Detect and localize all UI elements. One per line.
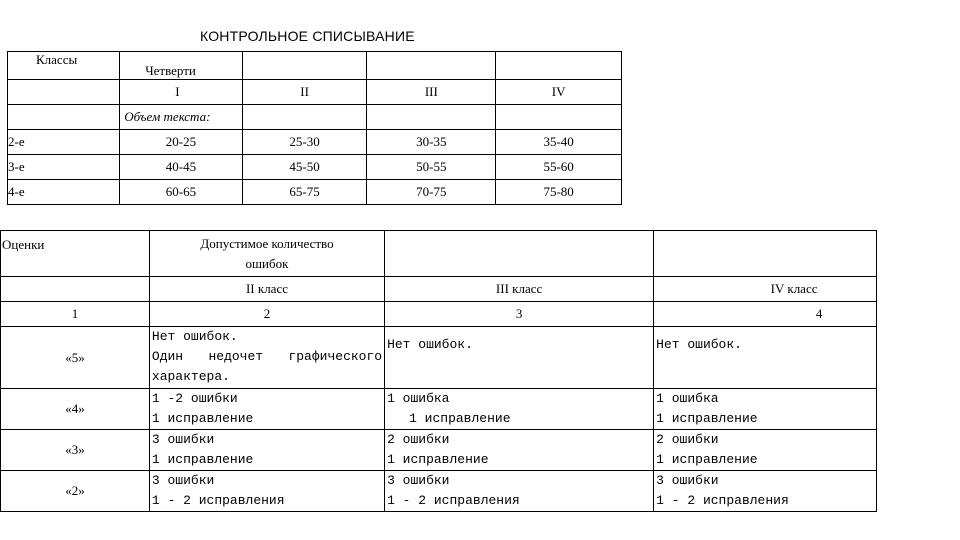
errors-line: характера. — [151, 369, 230, 384]
errors-line: Нет ошибок. — [656, 337, 742, 352]
grading-table — [0, 230, 877, 512]
errors-line: 2 ошибки — [387, 432, 450, 447]
errors-line: 1 - 2 исправления — [151, 493, 285, 508]
grade-label: «5» — [1, 327, 150, 389]
page-title: КОНТРОЛЬНОЕ СПИСЫВАНИЕ — [200, 28, 415, 44]
class-label: 2-е — [8, 130, 120, 155]
table-row — [8, 80, 622, 105]
quarter-label: III — [367, 80, 496, 105]
volume-value: 35-40 — [496, 130, 622, 155]
empty-cell — [496, 105, 622, 130]
volume-value: 65-75 — [242, 180, 367, 205]
table-row — [8, 105, 622, 130]
errors-line: 1 исправление — [409, 411, 511, 426]
errors-cell — [654, 389, 877, 430]
col-number: 1 — [1, 302, 150, 327]
errors-line: 1 -2 ошибки — [151, 391, 238, 406]
empty-cell — [385, 231, 654, 277]
errors-cell — [149, 389, 384, 430]
errors-line: Один недочет графического — [151, 349, 383, 364]
header-classes: Классы — [8, 52, 120, 80]
table-row — [1, 327, 877, 389]
header-grades: Оценки — [1, 231, 150, 277]
errors-cell — [654, 327, 877, 389]
class-header: III класс — [385, 277, 654, 302]
table-row — [1, 277, 877, 302]
errors-line: 1 исправление — [151, 452, 254, 467]
volume-value: 60-65 — [120, 180, 243, 205]
errors-line: Нет ошибок. — [151, 329, 238, 344]
table-row — [1, 430, 877, 471]
volume-label: Объем текста: — [120, 105, 243, 130]
empty-cell — [8, 80, 120, 105]
errors-line: 3 ошибки — [151, 432, 215, 447]
errors-line: 3 ошибки — [151, 473, 215, 488]
table-row — [1, 389, 877, 430]
grade-label: «2» — [1, 471, 150, 512]
empty-cell — [496, 52, 622, 80]
errors-cell — [385, 389, 654, 430]
volume-value: 45-50 — [242, 155, 367, 180]
grade-label: «4» — [1, 389, 150, 430]
errors-line: 1 - 2 исправления — [656, 493, 789, 508]
volume-value: 50-55 — [367, 155, 496, 180]
errors-line: 1 - 2 исправления — [387, 493, 520, 508]
header-errors-line2: ошибок — [245, 255, 289, 271]
errors-line: 1 исправление — [656, 452, 758, 467]
header-errors-line1: Допустимое количество — [200, 235, 334, 251]
table-row — [1, 471, 877, 512]
grade-label: «3» — [1, 430, 150, 471]
errors-cell — [385, 327, 654, 389]
col-number: 2 — [149, 302, 384, 327]
volume-value: 25-30 — [242, 130, 367, 155]
quarter-label: IV — [496, 80, 622, 105]
volume-value: 75-80 — [496, 180, 622, 205]
class-label: 4-е — [8, 180, 120, 205]
volume-value: 30-35 — [367, 130, 496, 155]
empty-cell — [242, 52, 367, 80]
col-number: 3 — [385, 302, 654, 327]
empty-cell — [8, 105, 120, 130]
volume-value: 55-60 — [496, 155, 622, 180]
table-row — [8, 130, 622, 155]
errors-cell — [149, 327, 384, 389]
errors-cell — [149, 471, 384, 512]
errors-line: 1 исправление — [151, 411, 254, 426]
table-row — [8, 180, 622, 205]
col-number: 4 — [654, 302, 877, 327]
quarter-label: I — [120, 80, 243, 105]
table-row — [8, 52, 622, 80]
class-header: IV класс — [654, 277, 877, 302]
errors-line: 1 ошибка — [656, 391, 719, 406]
errors-line: 1 исправление — [656, 411, 758, 426]
errors-line: 3 ошибки — [656, 473, 719, 488]
errors-cell — [385, 430, 654, 471]
class-label: 3-е — [8, 155, 120, 180]
table-row — [1, 302, 877, 327]
empty-cell — [1, 277, 150, 302]
errors-cell — [654, 471, 877, 512]
volume-value: 70-75 — [367, 180, 496, 205]
class-header: II класс — [149, 277, 384, 302]
empty-cell — [242, 105, 367, 130]
errors-line: 2 ошибки — [656, 432, 719, 447]
empty-cell — [367, 105, 496, 130]
text-volume-table — [7, 51, 622, 205]
errors-line: 1 ошибка — [387, 391, 450, 406]
errors-cell — [654, 430, 877, 471]
errors-line: 1 исправление — [387, 452, 489, 467]
header-errors — [149, 231, 384, 277]
header-quarters: Четверти — [120, 52, 243, 80]
errors-line: 3 ошибки — [387, 473, 450, 488]
table-row — [1, 231, 877, 277]
volume-value: 40-45 — [120, 155, 243, 180]
volume-value: 20-25 — [120, 130, 243, 155]
errors-line: Нет ошибок. — [387, 337, 473, 352]
quarter-label: II — [242, 80, 367, 105]
errors-cell — [385, 471, 654, 512]
table-row — [8, 155, 622, 180]
empty-cell — [654, 231, 877, 277]
errors-cell — [149, 430, 384, 471]
empty-cell — [367, 52, 496, 80]
